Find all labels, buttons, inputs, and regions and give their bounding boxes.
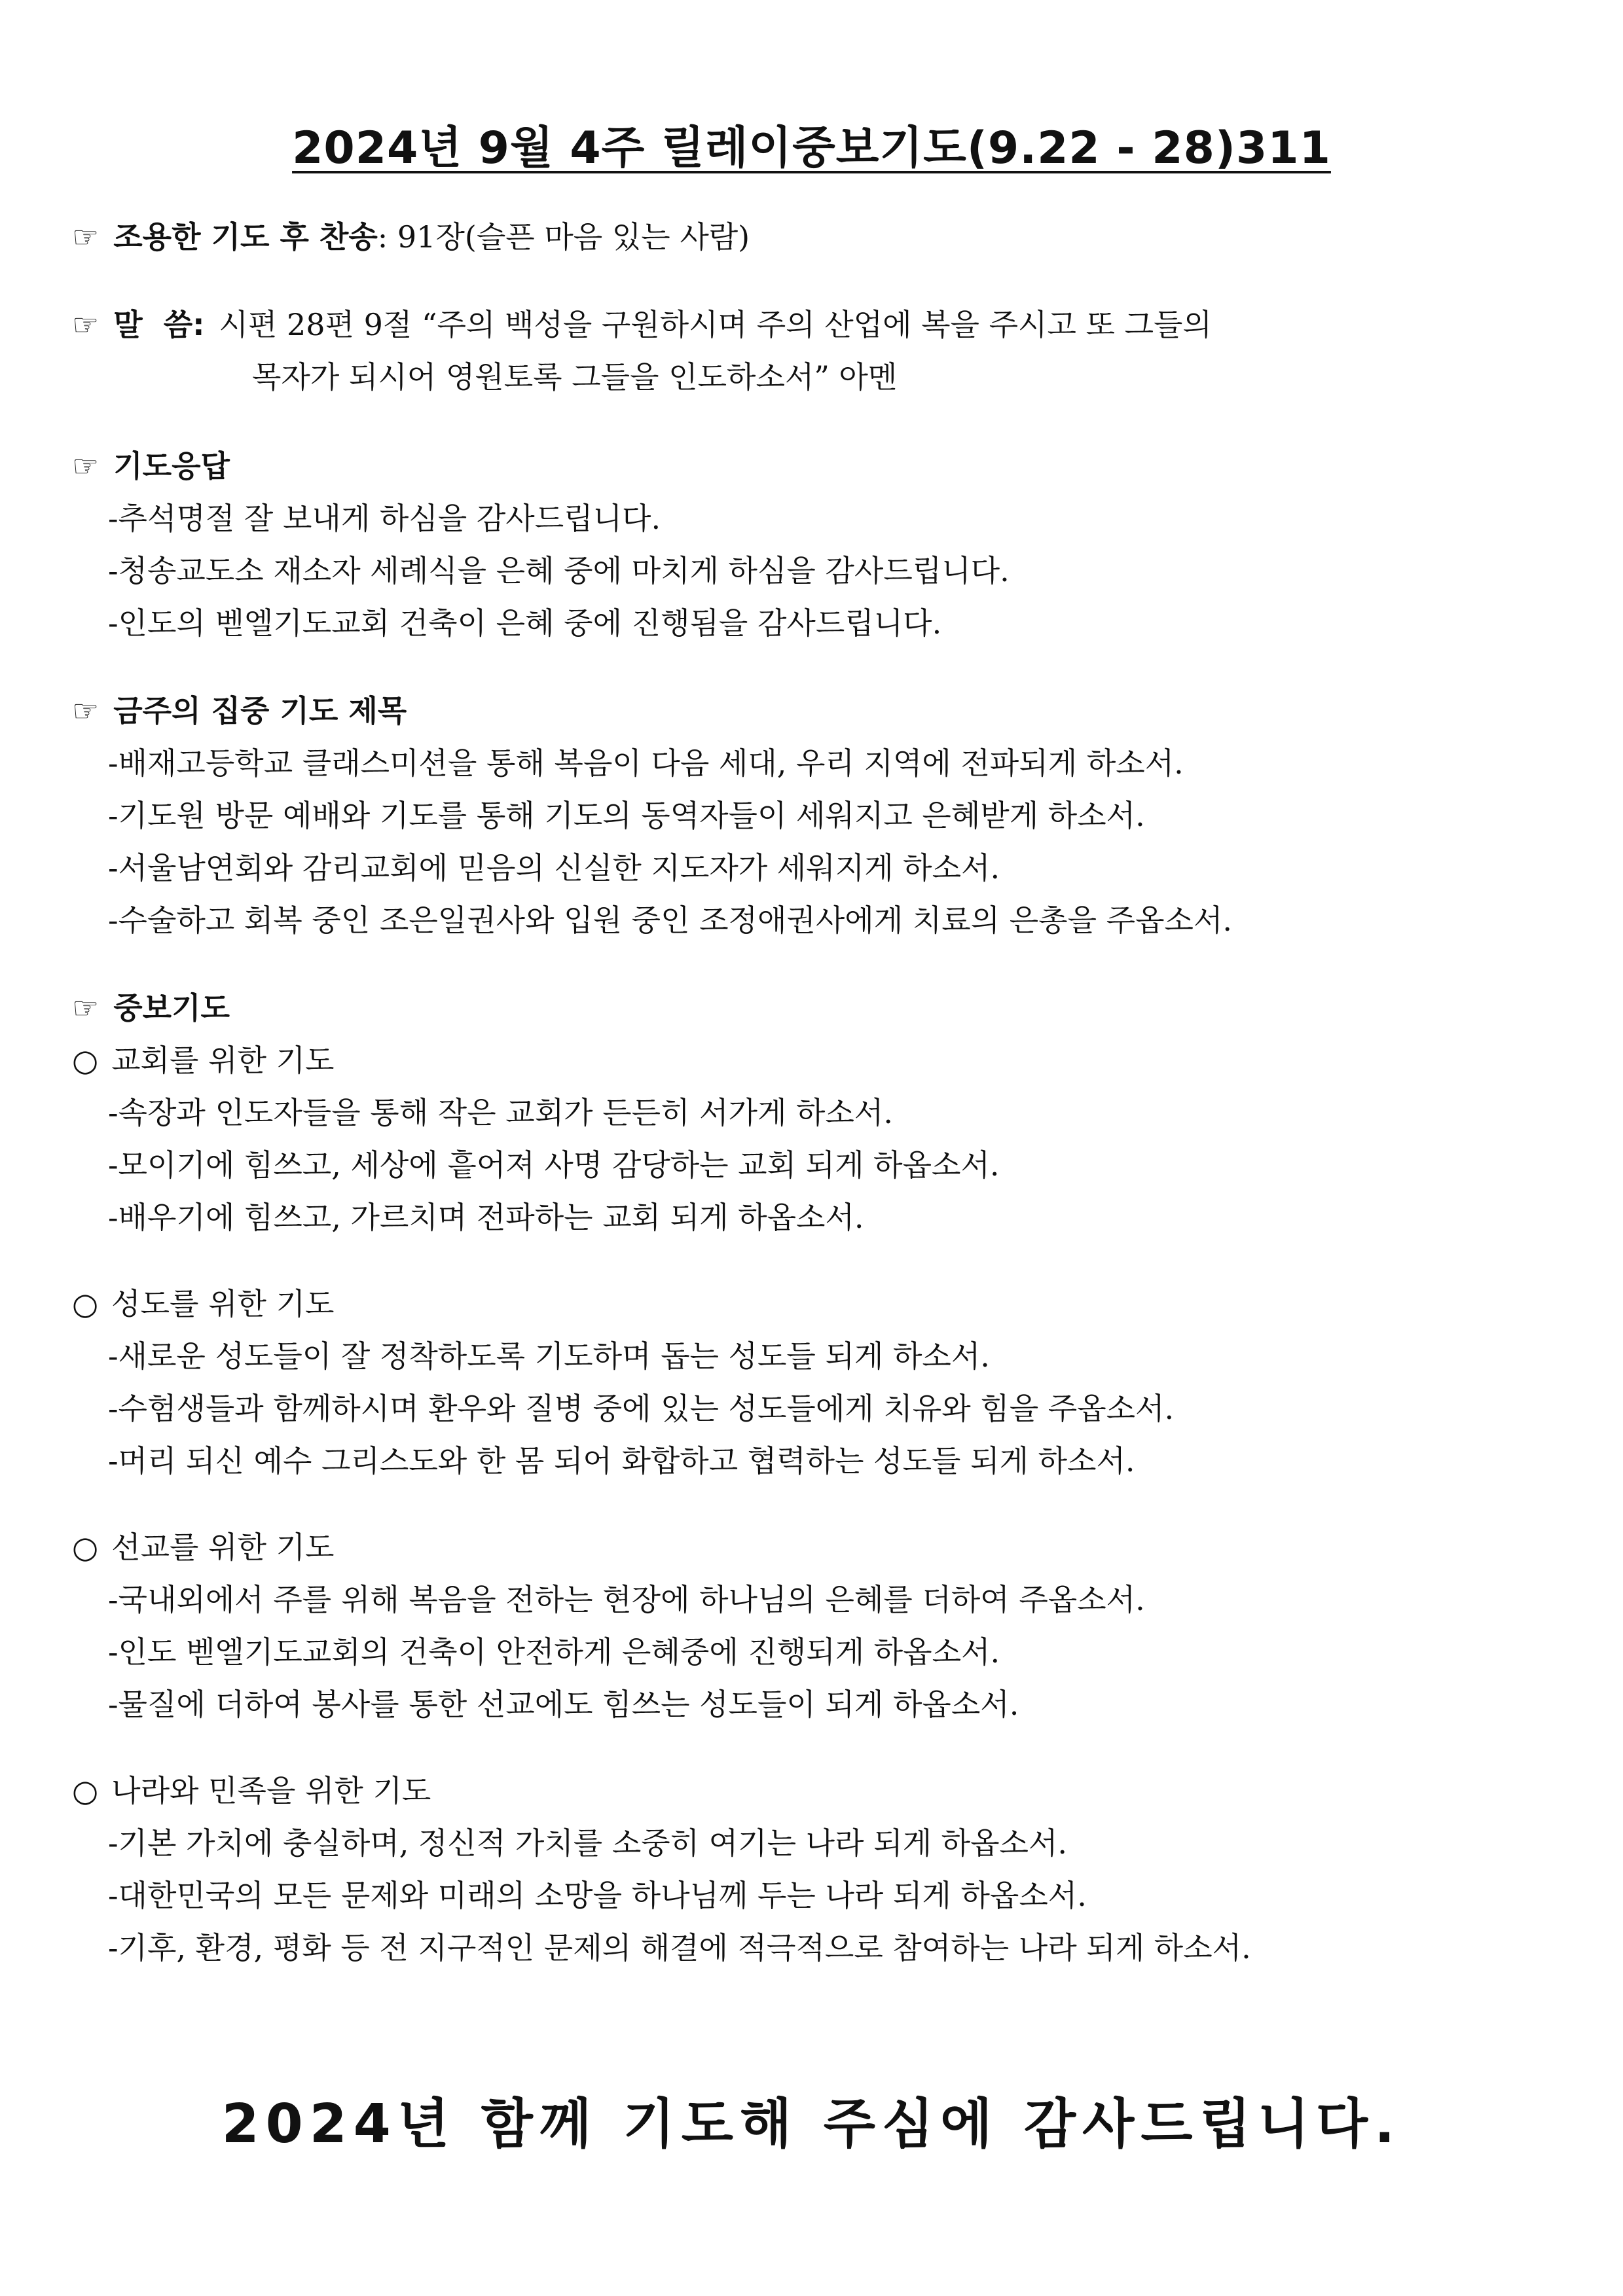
list-item: -모이기에 힘쓰고, 세상에 흩어져 사명 감당하는 교회 되게 하옵소서. xyxy=(108,1147,1000,1183)
circle-icon: ○ xyxy=(72,1773,99,1808)
document-title: 2024년 9월 4주 릴레이중보기도(9.22 - 28)311 xyxy=(292,122,1331,174)
group-heading-church: ○ 교회를 위한 기도 xyxy=(72,1043,335,1078)
pointing-hand-icon: ☞ xyxy=(72,693,100,728)
list-item: -대한민국의 모든 문제와 미래의 소망을 하나님께 두는 나라 되게 하옵소서. xyxy=(108,1878,1087,1913)
intercession-heading-line xyxy=(72,988,230,1028)
list-item: -서울남연회와 감리교회에 믿음의 신실한 지도자가 세워지게 하소서. xyxy=(108,850,1000,886)
list-item: -인도의 벧엘기도교회 건축이 은혜 중에 진행됨을 감사드립니다. xyxy=(108,605,942,641)
list-item: -수술하고 회복 중인 조은일권사와 입원 중인 조정애권사에게 치료의 은총을 주옵소서. xyxy=(108,903,1233,938)
pointing-hand-icon: ☞ xyxy=(72,307,100,342)
pointing-hand-icon: ☞ xyxy=(72,219,100,255)
list-item: -추석명절 잘 보내게 하심을 감사드립니다. xyxy=(108,501,661,536)
list-item: -국내외에서 주를 위해 복음을 전하는 현장에 하나님의 은혜를 더하여 주옵소서. xyxy=(108,1582,1145,1617)
pointing-hand-icon: ☞ xyxy=(72,448,100,484)
footer-thanks: 2024년 함께 기도해 주심에 감사드립니다. xyxy=(221,2093,1402,2155)
list-item: -머리 되신 예수 그리스도와 한 몸 되어 화합하고 협력하는 성도들 되게 하소서. xyxy=(108,1443,1135,1479)
circle-icon: ○ xyxy=(72,1286,99,1321)
circle-icon: ○ xyxy=(72,1530,99,1565)
circle-icon: ○ xyxy=(72,1043,99,1078)
word-label: 말 씀: xyxy=(113,307,205,342)
list-item: -청송교도소 재소자 세례식을 은혜 중에 마치게 하심을 감사드립니다. xyxy=(108,553,1010,588)
list-item: -기후, 환경, 평화 등 전 지구적인 문제의 해결에 적극적으로 참여하는 나라 되게 하소서. xyxy=(108,1930,1251,1965)
group-heading-saints: ○ 성도를 위한 기도 xyxy=(72,1286,335,1321)
word-line xyxy=(72,305,1212,344)
pointing-hand-icon: ☞ xyxy=(72,990,100,1026)
list-item: -수험생들과 함께하시며 환우와 질병 중에 있는 성도들에게 치유와 힘을 주옵소서. xyxy=(108,1391,1175,1426)
answers-heading-line xyxy=(72,446,230,486)
list-item: -인도 벧엘기도교회의 건축이 안전하게 은혜중에 진행되게 하옵소서. xyxy=(108,1634,1000,1670)
list-item: -기도원 방문 예배와 기도를 통해 기도의 동역자들이 세워지고 은혜받게 하소서. xyxy=(108,798,1145,833)
group-heading-nation: ○ 나라와 민족을 위한 기도 xyxy=(72,1773,431,1808)
focus-heading-line xyxy=(72,691,407,730)
list-item: -배우기에 힘쓰고, 가르치며 전파하는 교회 되게 하옵소서. xyxy=(108,1200,864,1235)
list-item: -새로운 성도들이 잘 정착하도록 기도하며 돕는 성도들 되게 하소서. xyxy=(108,1338,990,1374)
hymn-label: 조용한 기도 후 찬송 xyxy=(113,219,378,255)
group-heading-mission: ○ 선교를 위한 기도 xyxy=(72,1530,335,1565)
list-item: -물질에 더하여 봉사를 통한 선교에도 힘쓰는 성도들이 되게 하옵소서. xyxy=(108,1687,1019,1722)
word-line-2: 목자가 되시어 영원토록 그들을 인도하소서” 아멘 xyxy=(252,359,898,395)
intercession-heading: 중보기도 xyxy=(113,990,230,1026)
hymn-line xyxy=(72,217,750,257)
focus-heading: 금주의 집중 기도 제목 xyxy=(113,693,407,728)
list-item: -배재고등학교 클래스미션을 통해 복음이 다음 세대, 우리 지역에 전파되게 하소서. xyxy=(108,745,1184,781)
word-line-1: 시편 28편 9절 “주의 백성을 구원하시며 주의 산업에 복을 주시고 또 그들의 xyxy=(219,307,1212,342)
answers-heading: 기도응답 xyxy=(113,448,230,484)
list-item: -기본 가치에 충실하며, 정신적 가치를 소중히 여기는 나라 되게 하옵소서. xyxy=(108,1825,1068,1861)
list-item: -속장과 인도자들을 통해 작은 교회가 든든히 서가게 하소서. xyxy=(108,1095,893,1130)
hymn-text: : 91장(슬픈 마음 있는 사람) xyxy=(377,219,750,255)
